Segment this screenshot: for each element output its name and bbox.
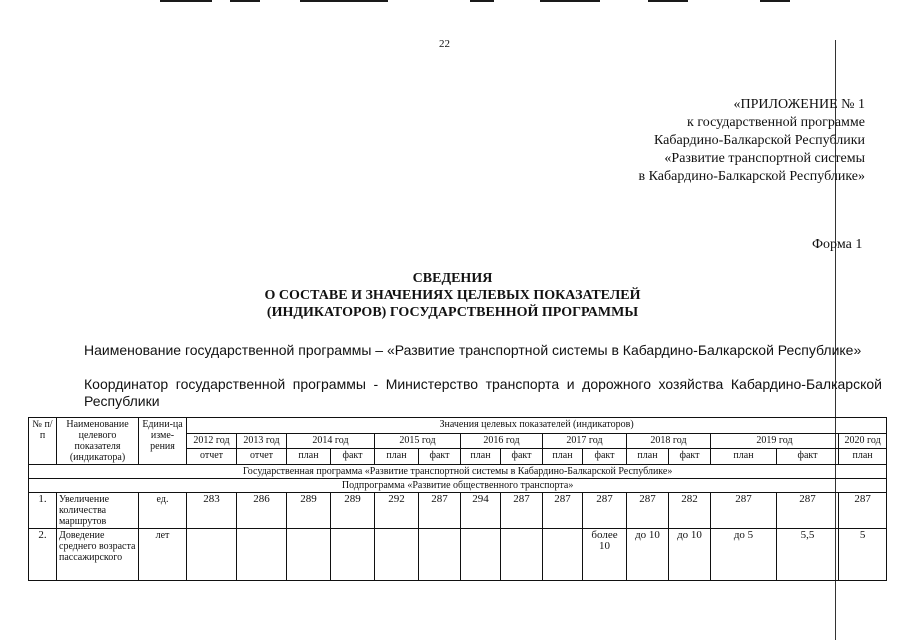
year-2014: 2014 год xyxy=(287,433,375,449)
indicators-table xyxy=(28,417,887,581)
row-unit: лет xyxy=(139,529,187,581)
row-value: 287 xyxy=(711,493,777,529)
row-value: 287 xyxy=(419,493,461,529)
header-indicator-name: Наименование целевого показателя (индикатора) xyxy=(57,418,139,465)
year-2018: 2018 год xyxy=(627,433,711,449)
row-value: более 10 xyxy=(583,529,627,581)
sub-header: факт xyxy=(777,449,839,465)
sub-header: план xyxy=(627,449,669,465)
row-num: 2. xyxy=(29,529,57,581)
sub-header: отчет xyxy=(187,449,237,465)
row-value: 5 xyxy=(839,529,887,581)
row-value xyxy=(237,529,287,581)
row-value xyxy=(461,529,501,581)
row-value: 5,5 xyxy=(777,529,839,581)
program-name: Наименование государственной программы – «Развитие транспортной системы в Кабардино-Балкарской Республике» xyxy=(84,342,862,358)
row-value xyxy=(287,529,331,581)
row-value: 289 xyxy=(331,493,375,529)
sub-header: план xyxy=(287,449,331,465)
title-line-3: (ИНДИКАТОРОВ) ГОСУДАРСТВЕННОЙ ПРОГРАММЫ xyxy=(266,305,639,320)
row-value xyxy=(501,529,543,581)
row-value: до 10 xyxy=(627,529,669,581)
sub-header: факт xyxy=(583,449,627,465)
row-unit: ед. xyxy=(139,493,187,529)
scan-artifact-top-4 xyxy=(470,0,494,2)
row-value: 282 xyxy=(669,493,711,529)
section-subprogram: Подпрограмма «Развитие общественного транспорта» xyxy=(29,479,887,493)
row-value: 283 xyxy=(187,493,237,529)
year-2013: 2013 год xyxy=(237,433,287,449)
year-2015: 2015 год xyxy=(375,433,461,449)
header-num: № п/п xyxy=(29,418,57,465)
year-2017: 2017 год xyxy=(543,433,627,449)
sub-header: факт xyxy=(669,449,711,465)
scan-artifact-top-6 xyxy=(648,0,688,2)
appendix-line-3: Кабардино-Балкарской Республики xyxy=(654,133,865,148)
appendix-line-4: «Развитие транспортной системы xyxy=(664,151,865,166)
program-coordinator: Координатор государственной программы - Министерство транспорта и дорожного хозяйства Кабардино-Балкарской Республики xyxy=(84,376,882,409)
sub-header: план xyxy=(543,449,583,465)
sub-header: факт xyxy=(331,449,375,465)
table-row xyxy=(29,529,887,581)
table-header-row-1 xyxy=(29,418,887,434)
appendix-header xyxy=(565,96,865,186)
appendix-line-5: в Кабардино-Балкарской Республике» xyxy=(638,169,865,184)
table-row xyxy=(29,493,887,529)
row-value xyxy=(331,529,375,581)
scan-artifact-top-7 xyxy=(760,0,790,2)
page-number: 22 xyxy=(439,38,450,50)
row-num: 1. xyxy=(29,493,57,529)
row-value xyxy=(543,529,583,581)
row-value: 287 xyxy=(583,493,627,529)
row-value xyxy=(375,529,419,581)
year-2016: 2016 год xyxy=(461,433,543,449)
row-value: 287 xyxy=(777,493,839,529)
appendix-line-1: «ПРИЛОЖЕНИЕ № 1 xyxy=(733,97,865,112)
sub-header: факт xyxy=(419,449,461,465)
row-value: 287 xyxy=(543,493,583,529)
row-value: 287 xyxy=(627,493,669,529)
scan-artifact-top-5 xyxy=(540,0,600,2)
scan-artifact-top-3 xyxy=(300,0,388,2)
row-value: до 5 xyxy=(711,529,777,581)
row-indicator-name: Доведение среднего возраста пассажирского xyxy=(57,529,139,581)
scan-artifact-top-1 xyxy=(160,0,212,2)
row-value: 294 xyxy=(461,493,501,529)
row-value: до 10 xyxy=(669,529,711,581)
row-value xyxy=(419,529,461,581)
section-state-program: Государственная программа «Развитие транспортной системы в Кабардино-Балкарской Республике» xyxy=(29,465,887,479)
title-line-1: СВЕДЕНИЯ xyxy=(412,271,493,286)
sub-header: план xyxy=(461,449,501,465)
year-2019: 2019 год xyxy=(711,433,839,449)
row-value: 292 xyxy=(375,493,419,529)
sub-header: план xyxy=(375,449,419,465)
header-values: Значения целевых показателей (индикаторов) xyxy=(187,418,887,434)
section-row-subprogram xyxy=(29,479,887,493)
row-value: 287 xyxy=(839,493,887,529)
header-unit: Едини-ца изме-рения xyxy=(139,418,187,465)
sub-header: план xyxy=(839,449,887,465)
year-2020: 2020 год xyxy=(839,433,887,449)
year-2012: 2012 год xyxy=(187,433,237,449)
form-label: Форма 1 xyxy=(812,237,863,252)
sub-header: факт xyxy=(501,449,543,465)
row-value: 287 xyxy=(501,493,543,529)
row-indicator-name: Увеличение количества маршрутов xyxy=(57,493,139,529)
document-title xyxy=(0,270,905,321)
row-value xyxy=(187,529,237,581)
section-row-state-program xyxy=(29,465,887,479)
title-line-2: О СОСТАВЕ И ЗНАЧЕНИЯХ ЦЕЛЕВЫХ ПОКАЗАТЕЛЕЙ xyxy=(264,288,641,303)
sub-header: план xyxy=(711,449,777,465)
scan-artifact-top-2 xyxy=(230,0,260,2)
row-value: 289 xyxy=(287,493,331,529)
sub-header: отчет xyxy=(237,449,287,465)
appendix-line-2: к государственной программе xyxy=(687,115,865,130)
row-value: 286 xyxy=(237,493,287,529)
